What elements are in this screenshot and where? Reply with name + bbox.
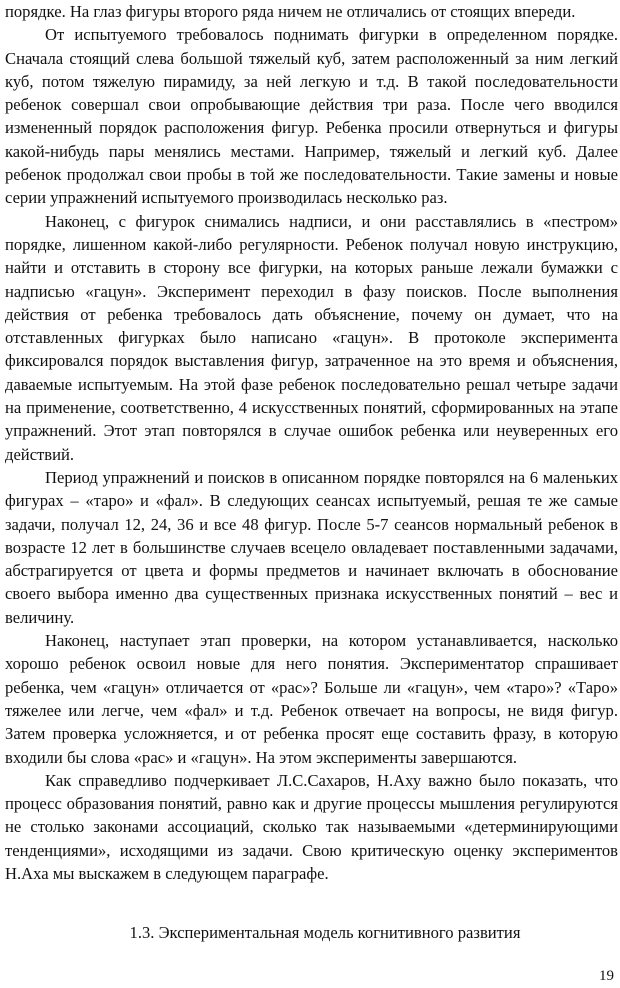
- paragraph-5: Наконец, наступает этап проверки, на котором устанавливается, насколько хорошо ребенок освоил новые для него понятия. Экспериментатор спрашивает ребенка, чем «гацун» отличается от «рас»? Больше ли «гацун», чем «таро»? «Таро» тяжелее или легче, чем «фал» и т.д. Ребенок отвечает на вопросы, не видя фигур. Затем проверка усложняется, и от ребенка просят еще составить фразу, в которую входили бы слова «рас» и «гацун». На этом эксперименты завершаются.: [5, 631, 618, 767]
- paragraph-1: порядке. На глаз фигуры второго ряда ничем не отличались от стоящих впереди.: [5, 2, 576, 21]
- paragraph-3: Наконец, с фигурок снимались надписи, и они расставлялись в «пестром» порядке, лишенном какой-либо регулярности. Ребенок получал новую инструкцию, найти и отставить в сторону все фигурки, на которых раньше лежали бумажки с надписью «гацун». Эксперимент переходил в фазу поисков. После выполнения действия от ребенка требовалось дать объяснение, почему он думает, что на отставленных фигурках было написано «гацун». В протоколе эксперимента фиксировался порядок выставления фигур, затраченное на это время и объяснения, даваемые испытуемым. На этой фазе ребенок последовательно решал четыре задачи на применение, соответственно, 4 искусственных понятий, сформированных на этапе упражнений. Этот этап повторялся в случае ошибок ребенка или неуверенных его действий.: [5, 211, 618, 464]
- section-heading: 1.3. Экспериментальная модель когнитивного развития: [129, 923, 521, 942]
- paragraph-2: От испытуемого требовалось поднимать фигурки в определенном порядке. Сначала стоящий слева большой тяжелый куб, затем расположенный за ним легкий куб, потом тяжелую пирамиду, за ней легкую и т.д. В такой последовательности ребенок совершал свои опробывающие действия три раза. После чего вводился измененный порядок расположения фигур. Ребенка просили отвернуться и фигуры какой-нибудь пары менялись местами. Например, тяжелый и легкий куб. Далее ребенок продолжал свои пробы в той же последовательности. Такие замены и новые серии упражнений испытуемого производилась несколько раз.: [5, 25, 618, 208]
- paragraph-4: Период упражнений и поисков в описанном порядке повторялся на 6 маленьких фигурах – «таро» и «фал». В следующих сеансах испытуемый, решая те же самые задачи, получал 12, 24, 36 и все 48 фигур. После 5-7 сеансов нормальный ребенок в возрасте 12 лет в большинстве случаев всецело овладевает поставленными задачами, абстрагируется от цвета и формы предметов и начинает включать в обоснование своего выбора именно два существенных признака искусственных понятий – вес и величину.: [5, 467, 618, 627]
- page-number: 19: [599, 968, 614, 984]
- paragraph-6: Как справедливо подчеркивает Л.С.Сахаров, Н.Аху важно было показать, что процесс образования понятий, равно как и другие процессы мышления регулируются не столько законами ассоциаций, сколько так называемыми «детерминирующими тенденциями», исходящими из задачи. Свою критическую оценку экспериментов Н.Аха мы выскажем в следующем параграфе.: [5, 770, 618, 883]
- page-body: [5, 0, 618, 885]
